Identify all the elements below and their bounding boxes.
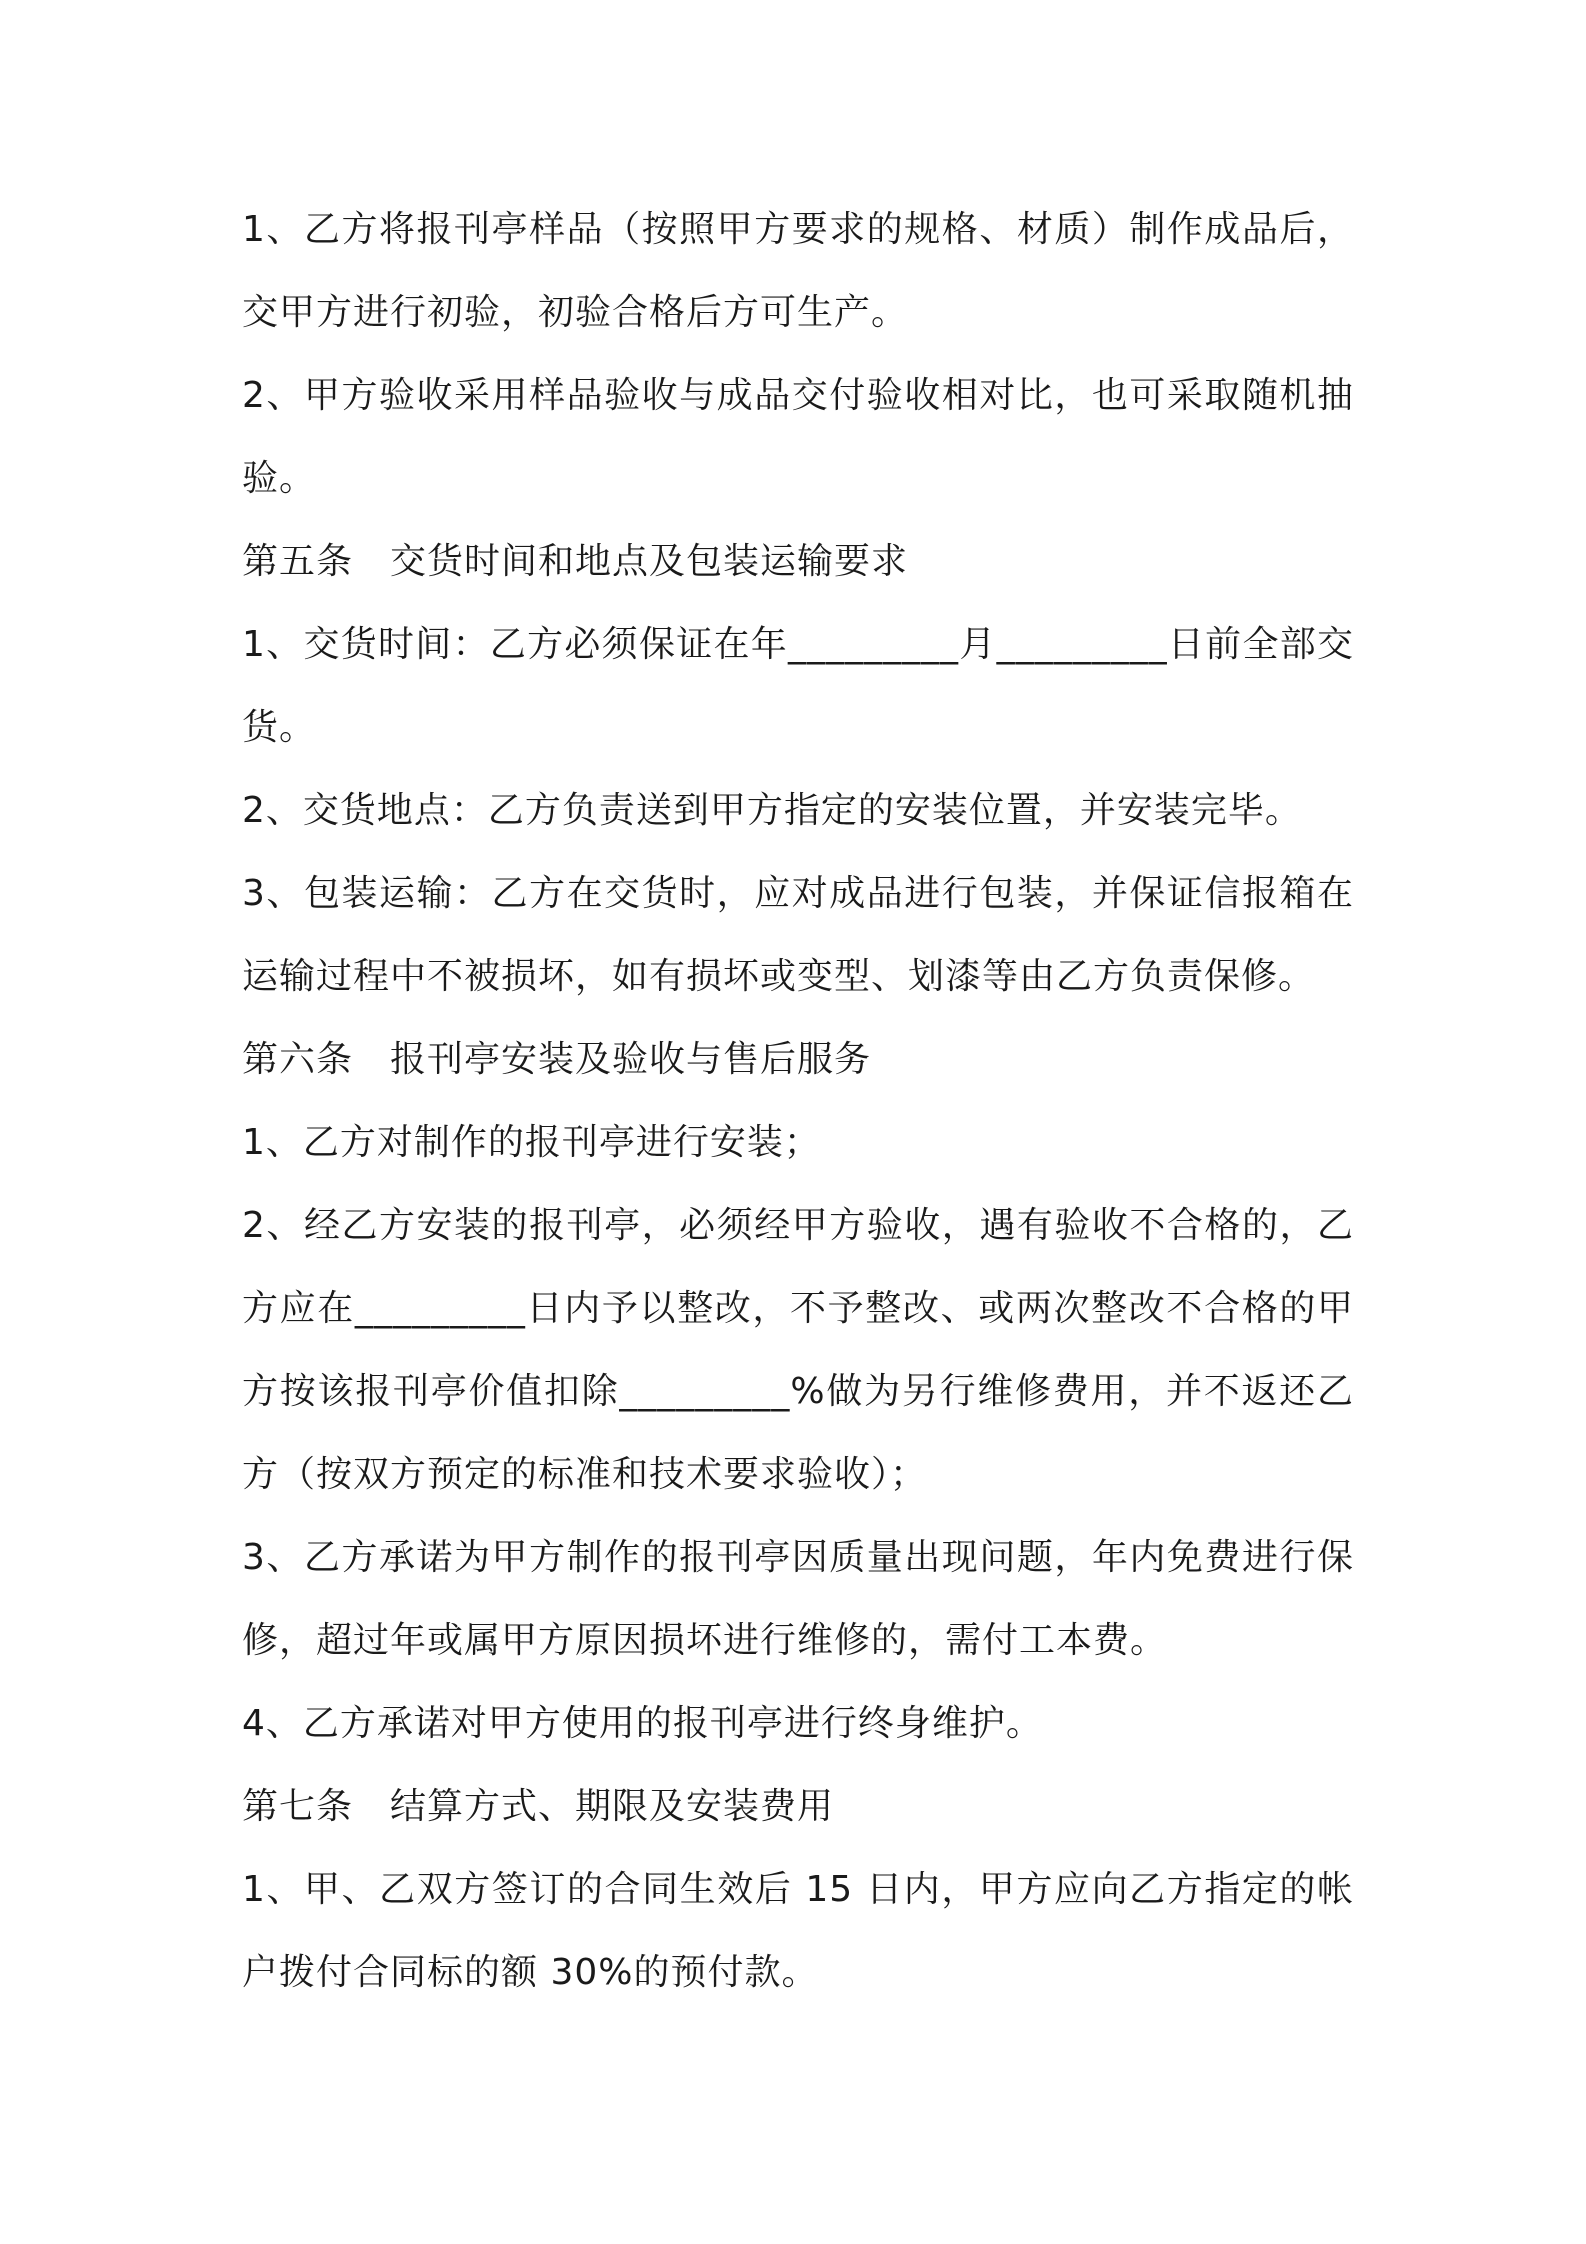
clause-5-item-2: 2、交货地点：乙方负责送到甲方指定的安装位置，并安装完毕。 [242, 790, 1302, 831]
clause-5-item-1: 1、交货时间：乙方必须保证在年_________月_________日前全部交货。 [242, 624, 1354, 748]
clause-6-item-2: 2、经乙方安装的报刊亭，必须经甲方验收，遇有验收不合格的，乙方应在_________日内予以整改，不予整改、或两次整改不合格的甲方按该报刊亭价值扣除_________%做为另行维修费用，并不返还乙方（按双方预定的标准和技术要求验收）； [242, 1205, 1354, 1495]
clause-7-item-1: 1、甲、乙双方签订的合同生效后 15 日内，甲方应向乙方指定的帐户拨付合同标的额 30%的预付款。 [242, 1869, 1354, 1993]
clause-7-heading: 第七条 结算方式、期限及安装费用 [242, 1786, 835, 1827]
clause-6-item-3: 3、乙方承诺为甲方制作的报刊亭因质量出现问题，年内免费进行保修，超过年或属甲方原因损坏进行维修的，需付工本费。 [242, 1537, 1354, 1661]
clause-6-heading: 第六条 报刊亭安装及验收与售后服务 [242, 1039, 872, 1080]
clause-4-item-2: 2、甲方验收采用样品验收与成品交付验收相对比，也可采取随机抽验。 [242, 375, 1354, 499]
clause-5-item-3: 3、包装运输：乙方在交货时，应对成品进行包装，并保证信报箱在运输过程中不被损坏，如有损坏或变型、划漆等由乙方负责保修。 [242, 873, 1354, 997]
clause-6-item-1: 1、乙方对制作的报刊亭进行安装； [242, 1122, 821, 1163]
clause-6-item-4: 4、乙方承诺对甲方使用的报刊亭进行终身维护。 [242, 1703, 1043, 1744]
clause-5-heading: 第五条 交货时间和地点及包装运输要求 [242, 541, 909, 582]
document-body [242, 188, 1354, 2014]
clause-4-item-1: 1、乙方将报刊亭样品（按照甲方要求的规格、材质）制作成品后，交甲方进行初验，初验合格后方可生产。 [242, 209, 1354, 333]
